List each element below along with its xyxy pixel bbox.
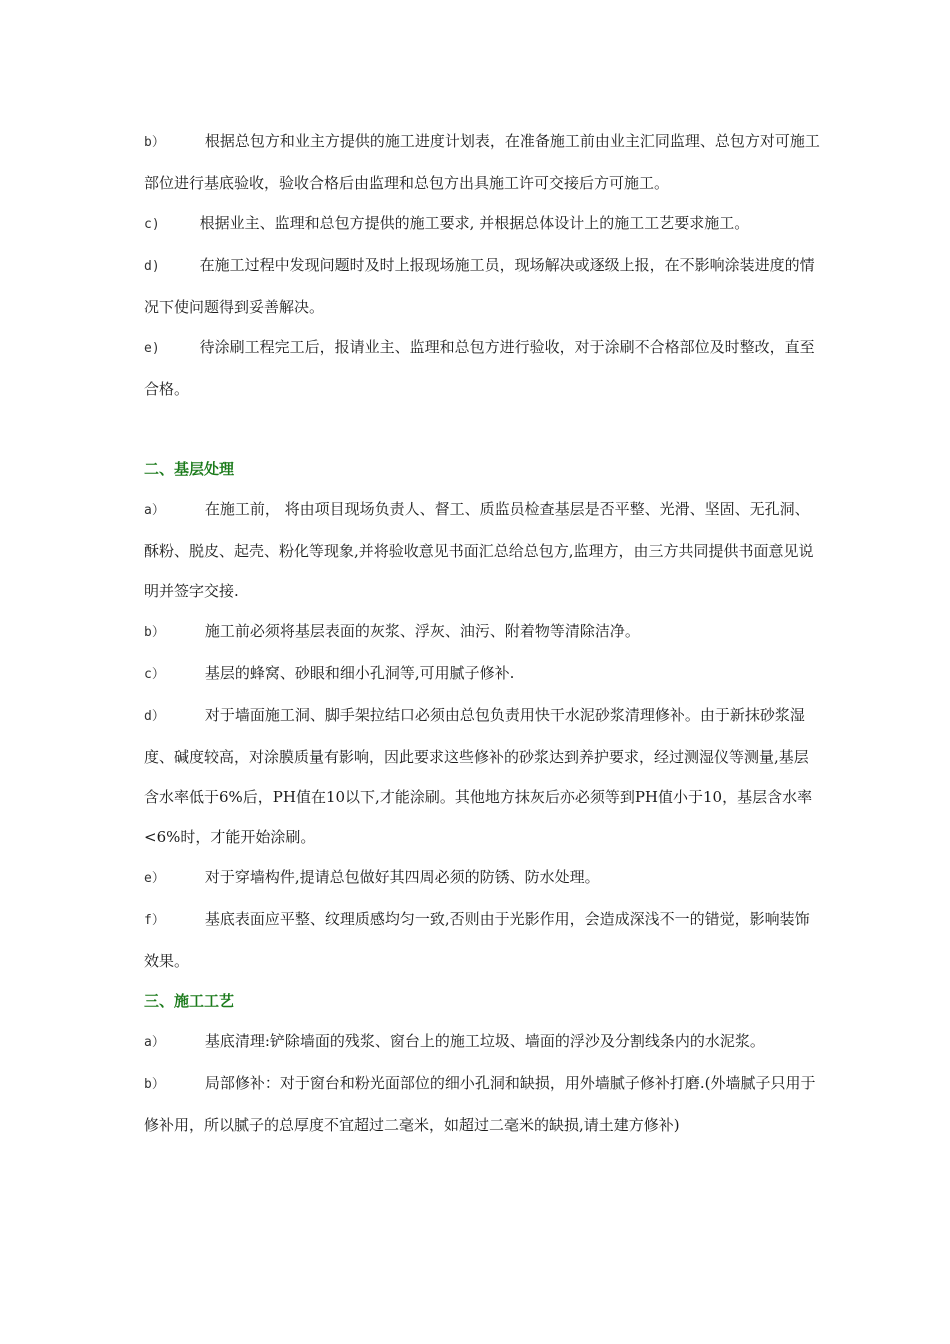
- item-text: 待涂刷工程完工后，报请业主、监理和总包方进行验收，对于涂刷不合格部位及时整改，直至合格。: [144, 338, 815, 398]
- item-label: b）: [144, 625, 165, 640]
- section-1: [144, 121, 820, 409]
- list-item: [144, 327, 820, 409]
- list-item: [144, 611, 820, 653]
- item-label: e）: [144, 871, 165, 886]
- section-heading: 二、基层处理: [144, 460, 235, 478]
- item-label: c): [144, 217, 160, 232]
- list-item: [144, 121, 820, 203]
- item-text: 基底表面应平整、纹理质感均匀一致,否则由于光影作用，会造成深浅不一的错觉，影响装饰效果。: [144, 910, 810, 970]
- list-item: [144, 695, 820, 857]
- section-gap: [144, 409, 820, 449]
- item-label: b）: [144, 1077, 165, 1092]
- item-text: 在施工前， 将由项目现场负责人、督工、质监员检查基层是否平整、光滑、坚固、无孔洞、酥粉、脱皮、起壳、粉化等现象,并将验收意见书面汇总给总包方,监理方，由三方共同提供书面意见说明并签字交接.: [144, 500, 814, 600]
- item-label: f）: [144, 913, 165, 928]
- item-label: c）: [144, 667, 165, 682]
- item-text: 施工前必须将基层表面的灰浆、浮灰、油污、附着物等清除洁净。: [204, 622, 640, 640]
- item-text: 根据总包方和业主方提供的施工进度计划表，在准备施工前由业主汇同监理、总包方对可施工部位进行基底验收，验收合格后由监理和总包方出具施工许可交接后方可施工。: [144, 132, 820, 192]
- item-text: 根据业主、监理和总包方提供的施工要求, 并根据总体设计上的施工工艺要求施工。: [199, 214, 750, 232]
- item-label: d): [144, 259, 160, 274]
- item-text: 对于穿墙构件,提请总包做好其四周必须的防锈、防水处理。: [204, 868, 600, 886]
- section-3: [144, 981, 820, 1145]
- item-label: a）: [144, 1035, 165, 1050]
- section-2: [144, 449, 820, 981]
- item-text: 局部修补：对于窗台和粉光面部位的细小孔洞和缺损，用外墙腻子修补打磨.(外墙腻子只用于修补用，所以腻子的总厚度不宜超过二毫米，如超过二毫米的缺损,请土建方修补): [144, 1074, 816, 1134]
- list-item: [144, 1021, 820, 1063]
- list-item: [144, 203, 820, 245]
- list-item: [144, 653, 820, 695]
- list-item: [144, 899, 820, 981]
- list-item: [144, 1063, 820, 1145]
- document-body: [144, 121, 820, 1145]
- item-label: d）: [144, 709, 165, 724]
- item-label: e): [144, 341, 160, 356]
- item-text: 基层的蜂窝、砂眼和细小孔洞等,可用腻子修补.: [204, 664, 515, 682]
- item-label: b）: [144, 135, 165, 150]
- item-text: 基底清理:铲除墙面的残浆、窗台上的施工垃圾、墙面的浮沙及分割线条内的水泥浆。: [204, 1032, 765, 1050]
- list-item: [144, 857, 820, 899]
- item-text: 对于墙面施工洞、脚手架拉结口必须由总包负责用快干水泥砂浆清理修补。由于新抹砂浆湿度、碱度较高，对涂膜质量有影响，因此要求这些修补的砂浆达到养护要求，经过测湿仪等测量,基层含水率低于6%后，PH值在10以下,才能涂刷。其他地方抹灰后亦必须等到PH值小于10，基层含水率<6%时，才能开始涂刷。: [144, 706, 813, 846]
- item-label: a）: [144, 503, 165, 518]
- list-item: [144, 245, 820, 327]
- section-heading: 三、施工工艺: [144, 992, 235, 1010]
- item-text: 在施工过程中发现问题时及时上报现场施工员，现场解决或逐级上报，在不影响涂装进度的情况下使问题得到妥善解决。: [144, 256, 815, 316]
- list-item: [144, 489, 820, 611]
